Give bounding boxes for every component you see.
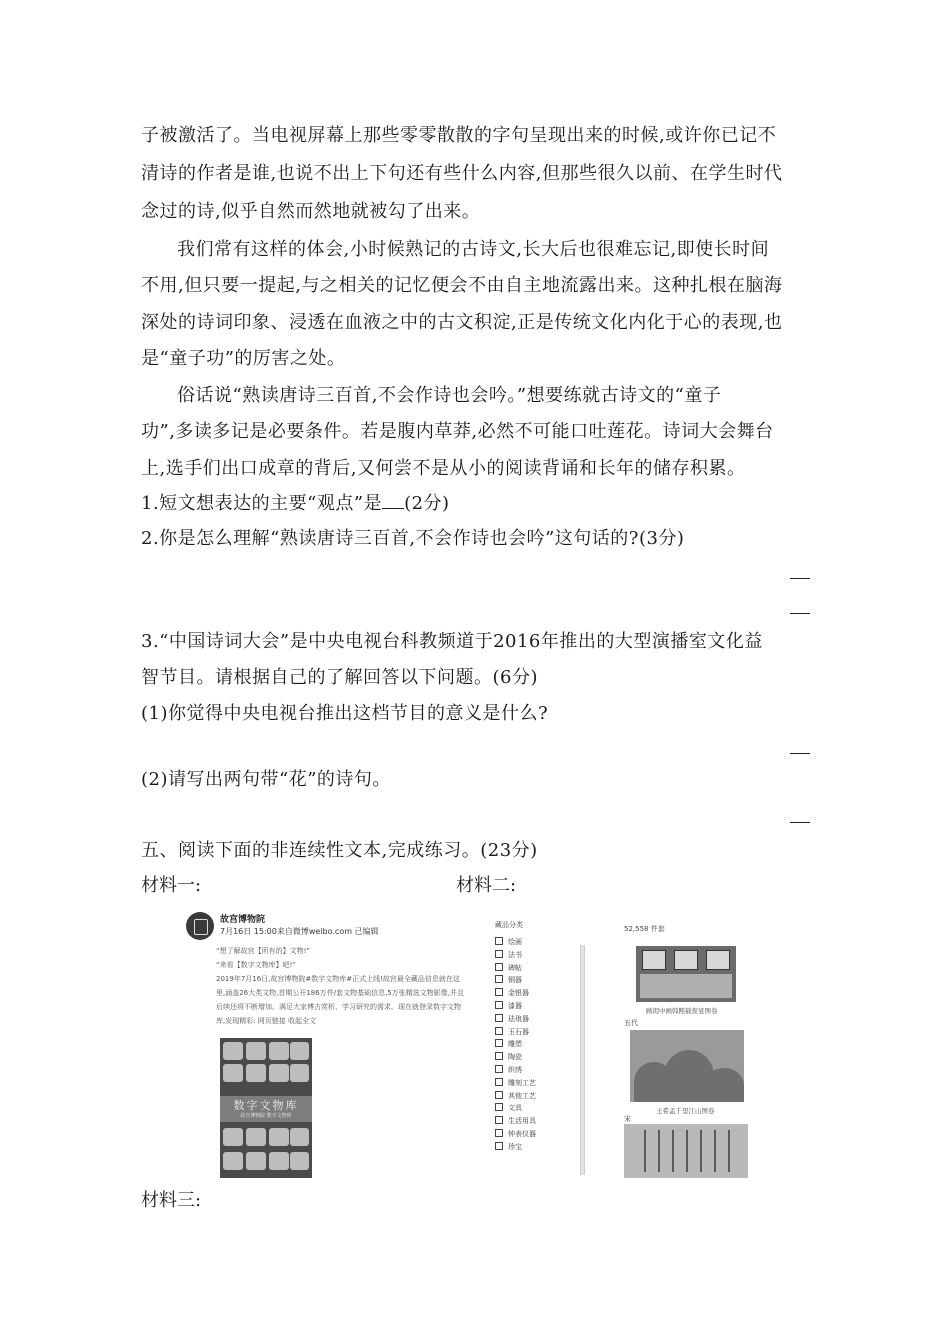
category-checkbox-item[interactable] <box>495 949 585 962</box>
checkbox[interactable] <box>495 1001 503 1009</box>
painting-caption: 顾闳中画韩熙载夜宴图卷 <box>646 1007 718 1015</box>
category-checkbox-item[interactable] <box>495 1026 585 1039</box>
artifact-collage <box>220 1038 312 1178</box>
category-label: 漆器 <box>508 1001 522 1010</box>
passage-line: 深处的诗词印象、浸透在血液之中的古文积淀,正是传统文化内化于心的表现,也 <box>141 312 783 333</box>
category-label: 其他工艺 <box>508 1091 536 1100</box>
category-checkbox-item[interactable] <box>495 1128 585 1141</box>
weibo-text-line: 里,涵盖26大类文物,首期公开186万件/套文物基础信息,5万张精选文物影像,并且 <box>216 989 464 997</box>
checkbox[interactable] <box>495 1129 503 1137</box>
checkbox[interactable] <box>495 937 503 945</box>
category-checkbox-item[interactable] <box>495 1115 585 1128</box>
answer-line[interactable] <box>790 753 810 754</box>
collection-results <box>620 920 760 1178</box>
category-checkbox-item[interactable] <box>495 1102 585 1115</box>
scrollbar[interactable] <box>580 945 585 1175</box>
category-label: 陶瓷 <box>508 1053 522 1062</box>
collection-category-list <box>495 920 585 1178</box>
checkbox[interactable] <box>495 988 503 996</box>
category-checkbox-item[interactable] <box>495 1064 585 1077</box>
category-label: 法书 <box>508 950 522 959</box>
category-label: 雕刻工艺 <box>508 1078 536 1087</box>
passage-line: 子被激活了。当电视屏幕上那些零零散散的字句呈现出来的时候,或许你已记不 <box>141 125 777 146</box>
category-label: 铜器 <box>508 976 522 985</box>
digital-library-banner: 数字文物库 故宫博物院 数字文物库 <box>220 1096 312 1122</box>
category-checkbox-item[interactable] <box>495 1090 585 1103</box>
checkbox[interactable] <box>495 1091 503 1099</box>
material-1-label: 材料一: <box>141 875 202 896</box>
category-checkbox-item[interactable] <box>495 1051 585 1064</box>
passage-line: 清诗的作者是谁,也说不出上下句还有些什么内容,但那些很久以前、在学生时代 <box>141 163 783 184</box>
checkbox[interactable] <box>495 975 503 983</box>
weibo-post-meta: 7月16日 15:00来自微博weibo.com 已编辑 <box>220 927 379 936</box>
checkbox[interactable] <box>495 1014 503 1022</box>
category-label: 碑帖 <box>508 963 522 972</box>
category-label: 珍宝 <box>508 1142 522 1151</box>
question-3-2: (2)请写出两句带“花”的诗句。 <box>141 769 391 790</box>
category-checkbox-item[interactable] <box>495 1000 585 1013</box>
checkbox[interactable] <box>495 1065 503 1073</box>
weibo-text-line: “想了解故宫【所有的】文物!” <box>216 947 311 955</box>
passage-line: 不用,但只要一提起,与之相关的记忆便会不由自主地流露出来。这种扎根在脑海 <box>141 275 783 296</box>
calligraphy-thumbnail[interactable] <box>624 1124 748 1178</box>
category-label: 雕塑 <box>508 1040 522 1049</box>
checkbox[interactable] <box>495 1103 503 1111</box>
weibo-post-image <box>186 910 476 1178</box>
category-label: 生活用具 <box>508 1117 536 1126</box>
question-2: 2.你是怎么理解“熟读唐诗三百首,不会作诗也会吟”这句话的?(3分) <box>141 528 685 549</box>
checkbox[interactable] <box>495 950 503 958</box>
category-label: 玉石器 <box>508 1027 529 1036</box>
checkbox[interactable] <box>495 1027 503 1035</box>
material-3-label: 材料三: <box>141 1190 202 1211</box>
checkbox[interactable] <box>495 1116 503 1124</box>
category-checkbox-item[interactable] <box>495 962 585 975</box>
painting-caption: 王希孟千里江山图卷 <box>656 1107 715 1115</box>
question-3: 3.“中国诗词大会”是中央电视台科教频道于2016年推出的大型演播室文化益 <box>141 631 763 652</box>
answer-line[interactable] <box>790 613 810 614</box>
era-label: 五代 <box>624 1019 638 1027</box>
weibo-account-name: 故宫博物院 <box>220 915 266 925</box>
painting-thumbnail[interactable] <box>630 1030 744 1102</box>
weibo-text-line: 后续还将不断增加。满足大家博古赏析、学习研究的需求。现在就登录数字文物 <box>216 1003 461 1011</box>
checkbox[interactable] <box>495 1142 503 1150</box>
passage-line: 我们常有这样的体会,小时候熟记的古诗文,长大后也很难忘记,即使长时间 <box>177 239 770 260</box>
answer-line[interactable] <box>790 578 810 579</box>
passage-line: 是“童子功”的厉害之处。 <box>141 348 346 369</box>
category-checkbox-item[interactable] <box>495 974 585 987</box>
category-label: 金银器 <box>508 989 529 998</box>
category-checkbox-item[interactable] <box>495 1038 585 1051</box>
weibo-text-line: 2019年7月16日,故宫博物院#数字文物库#正式上线!故宫最全藏品信息就在这 <box>216 975 460 983</box>
category-label: 织绣 <box>508 1065 522 1074</box>
passage-line: 上,选手们出口成章的背后,又何尝不是从小的阅读背诵和长年的储存积累。 <box>141 458 746 479</box>
category-header: 藏品分类 <box>495 921 523 929</box>
checkbox[interactable] <box>495 963 503 971</box>
result-count: 52,558 件套 <box>624 925 665 933</box>
checkbox[interactable] <box>495 1078 503 1086</box>
category-label: 文具 <box>508 1104 522 1113</box>
answer-blank[interactable] <box>382 492 404 509</box>
category-checkbox-item[interactable] <box>495 1013 585 1026</box>
category-label: 钟表仪器 <box>508 1129 536 1138</box>
section-title: 五、阅读下面的非连续性文本,完成练习。(23分) <box>141 840 538 861</box>
passage-line: 念过的诗,似乎自然而然地就被勾了出来。 <box>141 201 481 222</box>
category-checkbox-item[interactable] <box>495 936 585 949</box>
category-checkbox-item[interactable] <box>495 1141 585 1154</box>
category-label: 珐琅器 <box>508 1014 529 1023</box>
painting-thumbnail[interactable] <box>636 946 736 1002</box>
category-checkbox-item[interactable] <box>495 1077 585 1090</box>
question-1: 1.短文想表达的主要“观点”是 (2分) <box>141 493 450 514</box>
avatar <box>186 912 214 940</box>
question-3-1: (1)你觉得中央电视台推出这档节目的意义是什么? <box>141 703 549 724</box>
question-3-cont: 智节目。请根据自己的了解回答以下问题。(6分) <box>141 667 538 688</box>
material-2-label: 材料二: <box>456 875 517 896</box>
passage-line: 功”,多读多记是必要条件。若是腹内草莽,必然不可能口吐莲花。诗词大会舞台 <box>141 421 774 442</box>
weibo-text-line: 库,发现精彩: 网页链接 收起全文 <box>216 1017 317 1025</box>
checkbox[interactable] <box>495 1052 503 1060</box>
weibo-text-line: “来看【数字文物库】吧!” <box>216 961 297 969</box>
checkbox[interactable] <box>495 1039 503 1047</box>
category-checkbox-item[interactable] <box>495 987 585 1000</box>
category-label: 绘画 <box>508 938 522 946</box>
era-label: 宋 <box>624 1115 631 1123</box>
answer-line[interactable] <box>790 822 810 823</box>
passage-line: 俗话说“熟读唐诗三百首,不会作诗也会吟。”想要练就古诗文的“童子 <box>177 385 722 406</box>
